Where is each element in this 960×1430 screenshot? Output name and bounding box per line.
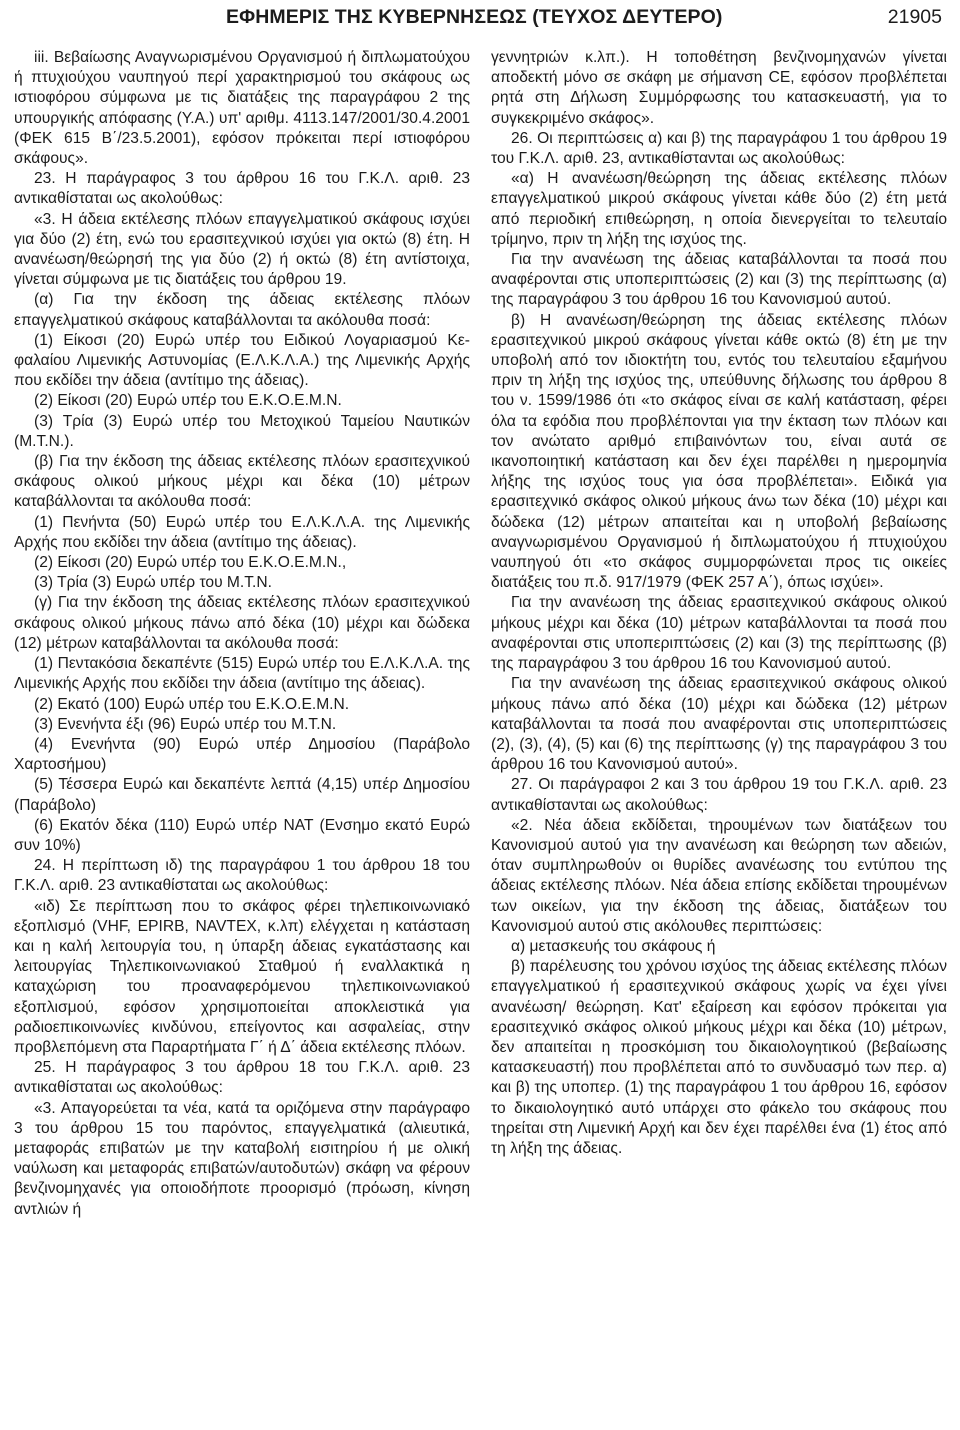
gazette-title: ΕΦΗΜΕΡΙΣ ΤΗΣ ΚΥΒΕΡΝΗΣΕΩΣ (ΤΕΥΧΟΣ ΔΕΥΤΕΡΟ) xyxy=(226,6,723,28)
paragraph: «3. Απαγορεύεται τα νέα, κατά τα οριζόμενα στην παράγραφο 3 του άρθρου 15 του παρόντος, επαγγελματικά (αλιευτικά, μεταφοράς επιβατών με την καταβολή εισιτηρίου ή με ολική ναύλωση και μεταφοράς επιβατών/αυτοδυτών) σκάφη να φέρουν βενζινομηχανές για οποιοδήποτε προορισμό (πρόωση, κίνηση αντλιών ή xyxy=(14,1099,470,1218)
paragraph: (γ) Για την έκδοση της άδειας εκτέλεσης πλόων ερασιτεχνικού σκάφους ολικού μήκους πάνω από δέκα (10) μέχρι και δώδεκα (12) μέτρων καταβάλλονται τα ακόλουθα ποσά: xyxy=(14,594,470,652)
paragraph: β) Η ανανέωση/θεώρηση της άδειας εκτέλεσης πλόων ερασιτεχνικού μικρού σκάφους γίνεται κάθε οκτώ (8) έτη με την υποβολή από τον ιδιοκτήτη του, εντός του τελευταίου εξαμήνου πριν τη λήξη της ισχύος της, υπεύθυνης δήλωσης του άρθρου 8 του ν. 1599/1986 ότι «το σκάφος είναι σε καλή κατάσταση, φέρει όλα τα εφόδια που προβλέπονται για την έκταση των πλόων και τον ανώτατο αριθμό επιβαινόντων του, είναι αυτά σε ικανοποιητική κατάσταση και δεν έχει παρέλθει η ημερομηνία λήξης της ισχύος τους για όσα προβλέπεται». Ειδικά για ερασιτεχνικό σκάφος ολικού μήκους άνω των δέκα (10) μέχρι και δώδεκα (12) μέτρων απαιτείται και η υποβολή βεβαίωσης αναγνωρισμένου Οργανισμού ή διπλωματούχου ή πτυχιούχου ναυπηγού ότι «το σκάφος συμμορφώνεται προς τις οικείες διατάξεις του π.δ. 917/1979 (ΦΕΚ 257 Α΄), όπως ισχύει». xyxy=(491,311,947,592)
paragraph: (3) Τρία (3) Ευρώ υπέρ του Μετοχικού Ταμείου Ναυτικών (Μ.Τ.Ν.). xyxy=(14,412,470,450)
paragraph: (α) Για την έκδοση της άδειας εκτέλεσης πλόων επαγγελματικού σκάφους καταβάλλονται τα ακόλουθα ποσά: xyxy=(14,291,470,329)
paragraph: «α) Η ανανέωση/θεώρηση της άδειας εκτέλεσης πλόων επαγγελματικού μικρού σκάφους γίνεται κάθε δύο (2) έτη μετά από περιοδική επιθεώρηση, η οποία διενεργείται το τελευταίο τρίμηνο, πριν τη λήξη της ισχύος της. xyxy=(491,170,947,248)
paragraph: (2) Είκοσι (20) Ευρώ υπέρ του Ε.Κ.Ο.Ε.Μ.Ν., xyxy=(34,554,347,572)
paragraph: «2. Νέα άδεια εκδίδεται, τηρουμένων των διατάξεων του Κανονισμού αυτού για την ανανέωση και θεώρηση των αδειών, όταν συμπληρωθούν οι θυρίδες ανανέωσης του εντύπου της άδειας εκτέλεσης πλόων. Νέα άδεια επίσης εκδίδεται τηρουμένων των οικείων, για την έκδοση της άδειας, διατάξεων του Κανονισμού αυτού στις ακόλουθες περιπτώσεις: xyxy=(491,816,947,935)
page-header xyxy=(0,2,960,32)
paragraph: (4) Ενενήντα (90) Ευρώ υπέρ Δημοσίου (Παράβολο Χαρτοσήμου) xyxy=(14,735,470,774)
paragraph: 23. Η παράγραφος 3 του άρθρου 16 του Γ.Κ.Λ. αριθ. 23 αντικαθίσταται ως ακολούθως: xyxy=(14,170,470,208)
paragraph: «ιδ) Σε περίπτωση που το σκάφος φέρει τηλεπικοινωνιακό εξοπλισμό (VHF, EPIRB, NAVTEX, κ.λπ) ελέγχεται η κατάσταση και η καλή λειτουργία του, η ύπαρξη άδειας εγκατάστασης και λειτουργίας Τηλεπικοινωνιακού Σταθμού ή εναλλακτικά η καταχώριση του προαναφερόμενου τηλεπικοινωνιακού εξοπλισμού, εφόσον χρησιμοποιείται αποκλειστικά για ραδιοεπικοινωνίες κινδύνου, επείγοντος και ασφαλείας, στην προβλεπόμενη στα Παραρτήματα Γ΄ ή Δ΄ άδεια εκτέλεσης πλόων. xyxy=(14,897,470,1056)
paragraph: (2) Είκοσι (20) Ευρώ υπέρ του Ε.Κ.Ο.Ε.Μ.Ν. xyxy=(34,392,342,410)
paragraph: «3. Η άδεια εκτέλεσης πλόων επαγγελματικού σκάφους ισχύει για δύο (2) έτη, ενώ του ερασιτεχνικού ισχύει για οκτώ (8) έτη. Η ανανέωση/θεώρησή της για δύο (2) ή οκτώ (8) έτη αντίστοιχα, γίνεται σύμφωνα με τις διατάξεις του άρθρου 19. xyxy=(14,210,470,289)
paragraph: (1) Είκοσι (20) Ευρώ υπέρ του Ειδικού Λογαριασμού Κεφαλαίου Λιμενικής Αστυνομίας (Ε.Λ.Κ.Λ.Α.) της Λιμενικής Αρχής που εκδίδει την άδεια (αντίτιμο της άδειας). xyxy=(14,331,470,390)
right-column xyxy=(491,48,947,1159)
paragraph: (3) Τρία (3) Ευρώ υπέρ του Μ.Τ.Ν. xyxy=(34,574,272,592)
paragraph: γεννητριών κ.λπ.). Η τοποθέτηση βενζινομηχανών γίνεται αποδεκτή μόνο σε σκάφη με σήμανση CE, εφόσον προβλέπεται ρητά στη Δήλωση Συμμόρφωσης του κατασκευαστή, για το συγκεκριμένο σκάφος». xyxy=(491,49,947,127)
paragraph: 24. Η περίπτωση ιδ) της παραγράφου 1 του άρθρου 18 του Γ.Κ.Λ. αριθ. 23 αντικαθίσταται ως ακολούθως: xyxy=(14,857,470,895)
page-number: 21905 xyxy=(887,6,942,28)
paragraph: (6) Εκατόν δέκα (110) Ευρώ υπέρ ΝΑΤ (Ενσημο εκατό Ευρώ συν 10%) xyxy=(14,816,470,854)
left-column xyxy=(14,48,470,1220)
paragraph: 27. Οι παράγραφοι 2 και 3 του άρθρου 19 του Γ.Κ.Λ. αριθ. 23 αντικαθίστανται ως ακολούθως: xyxy=(491,776,947,814)
paragraph: β) παρέλευσης του χρόνου ισχύος της άδειας εκτέλεσης πλόων επαγγελματικού ή ερασιτεχνικού σκάφους χωρίς να έχει γίνει ανανέωση/ θεώρηση. Κατ' εξαίρεση και εφόσον πρόκειται για ερασιτεχνικό σκάφος ολικού μήκους μέχρι και δέκα (10) μέτρων, δεν απαιτείται η προσκόμιση του δικαιολογητικού (βεβαίωσης κατασκευαστή) που προβλέπεται από το συνδυασμό των περ. α) και β) της υποπερ. (1) της παραγράφου 1 του άρθρου 16, εφόσον το δικαιολογητικό αυτό υπάρχει στο φάκελο του σκάφους που τηρείται στη Λιμενική Αρχή και δεν έχει παρέλθει ένα (1) έτος από τη λήξη της άδειας. xyxy=(491,958,947,1157)
paragraph: Για την ανανέωση της άδειας ερασιτεχνικού σκάφους ολικού μήκους μέχρι και δέκα (10) μέτρων καταβάλλονται τα ποσά που αναφέρονται στις υποπεριπτώσεις (2) και (3) της περίπτωσης (β) της παραγράφου 3 του άρθρου 16 του Κανονισμού αυτού. xyxy=(491,594,947,673)
paragraph: 26. Οι περιπτώσεις α) και β) της παραγράφου 1 του άρθρου 19 του Γ.Κ.Λ. αριθ. 23, αντικαθίστανται ως ακολούθως: xyxy=(491,129,947,168)
paragraph: (5) Τέσσερα Ευρώ και δεκαπέντε λεπτά (4,15) υπέρ Δημοσίου (Παράβολο) xyxy=(14,776,470,814)
paragraph: iii. Βεβαίωσης Αναγνωρισμένου Οργανισμού ή διπλωματούχου ή πτυχιούχου ναυπηγού περί χαρακτηρισμού του σκάφους ως ιστιοφόρου σύμφωνα με τις διατάξεις της παραγράφου 2 της υπουργικής απόφασης (Υ.Α.) υπ' αριθμ. 4113.147/2001/30.4.2001 (ΦΕΚ 615 Β΄/23.5.2001), εφόσον πρόκειται περί ιστιοφόρου σκάφους». xyxy=(14,49,470,168)
paragraph: Για την ανανέωση της άδειας ερασιτεχνικού σκάφους ολικού μήκους πάνω από δέκα (10) μέχρι και δώδεκα (12) μέτρων καταβάλλονται τα ποσά που αναφέρονται στις υποπεριπτώσεις (2), (3), (4), (5) και (6) της περίπτωσης (γ) της παραγράφου 3 του άρθρου 16 του Κανονισμού αυτού». xyxy=(491,675,947,774)
paragraph: Για την ανανέωση της άδειας καταβάλλονται τα ποσά που αναφέρονται στις υποπεριπτώσεις (2) και (3) της περίπτωσης (α) της παραγράφου 3 του άρθρου 16 του Κανονισμού αυτού. xyxy=(491,251,947,309)
paragraph: (2) Εκατό (100) Ευρώ υπέρ του Ε.Κ.Ο.Ε.Μ.Ν. xyxy=(34,695,350,713)
paragraph: 25. Η παράγραφος 3 του άρθρου 18 του Γ.Κ.Λ. αριθ. 23 αντικαθίσταται ως ακολούθως: xyxy=(14,1059,470,1097)
paragraph: (1) Πεντακόσια δεκαπέντε (515) Ευρώ υπέρ του Ε.Λ.Κ.Λ.Α. της Λιμενικής Αρχής που εκδίδει την άδεια (αντίτιμο της άδειας). xyxy=(14,655,470,693)
paragraph: (3) Ενενήντα έξι (96) Ευρώ υπέρ του Μ.Τ.Ν. xyxy=(34,715,337,733)
paragraph: α) μετασκευής του σκάφους ή xyxy=(511,937,716,955)
paragraph: (1) Πενήντα (50) Ευρώ υπέρ του Ε.Λ.Κ.Λ.Α. της Λιμενικής Αρχής που εκδίδει την άδεια (αντίτιμο της άδειας). xyxy=(14,513,470,551)
paragraph: (β) Για την έκδοση της άδειας εκτέλεσης πλόων ερασιτεχνικού σκάφους ολικού μήκους μέχρι και δέκα (10) μέτρων καταβάλλονται τα ακόλουθα ποσά: xyxy=(14,453,470,511)
